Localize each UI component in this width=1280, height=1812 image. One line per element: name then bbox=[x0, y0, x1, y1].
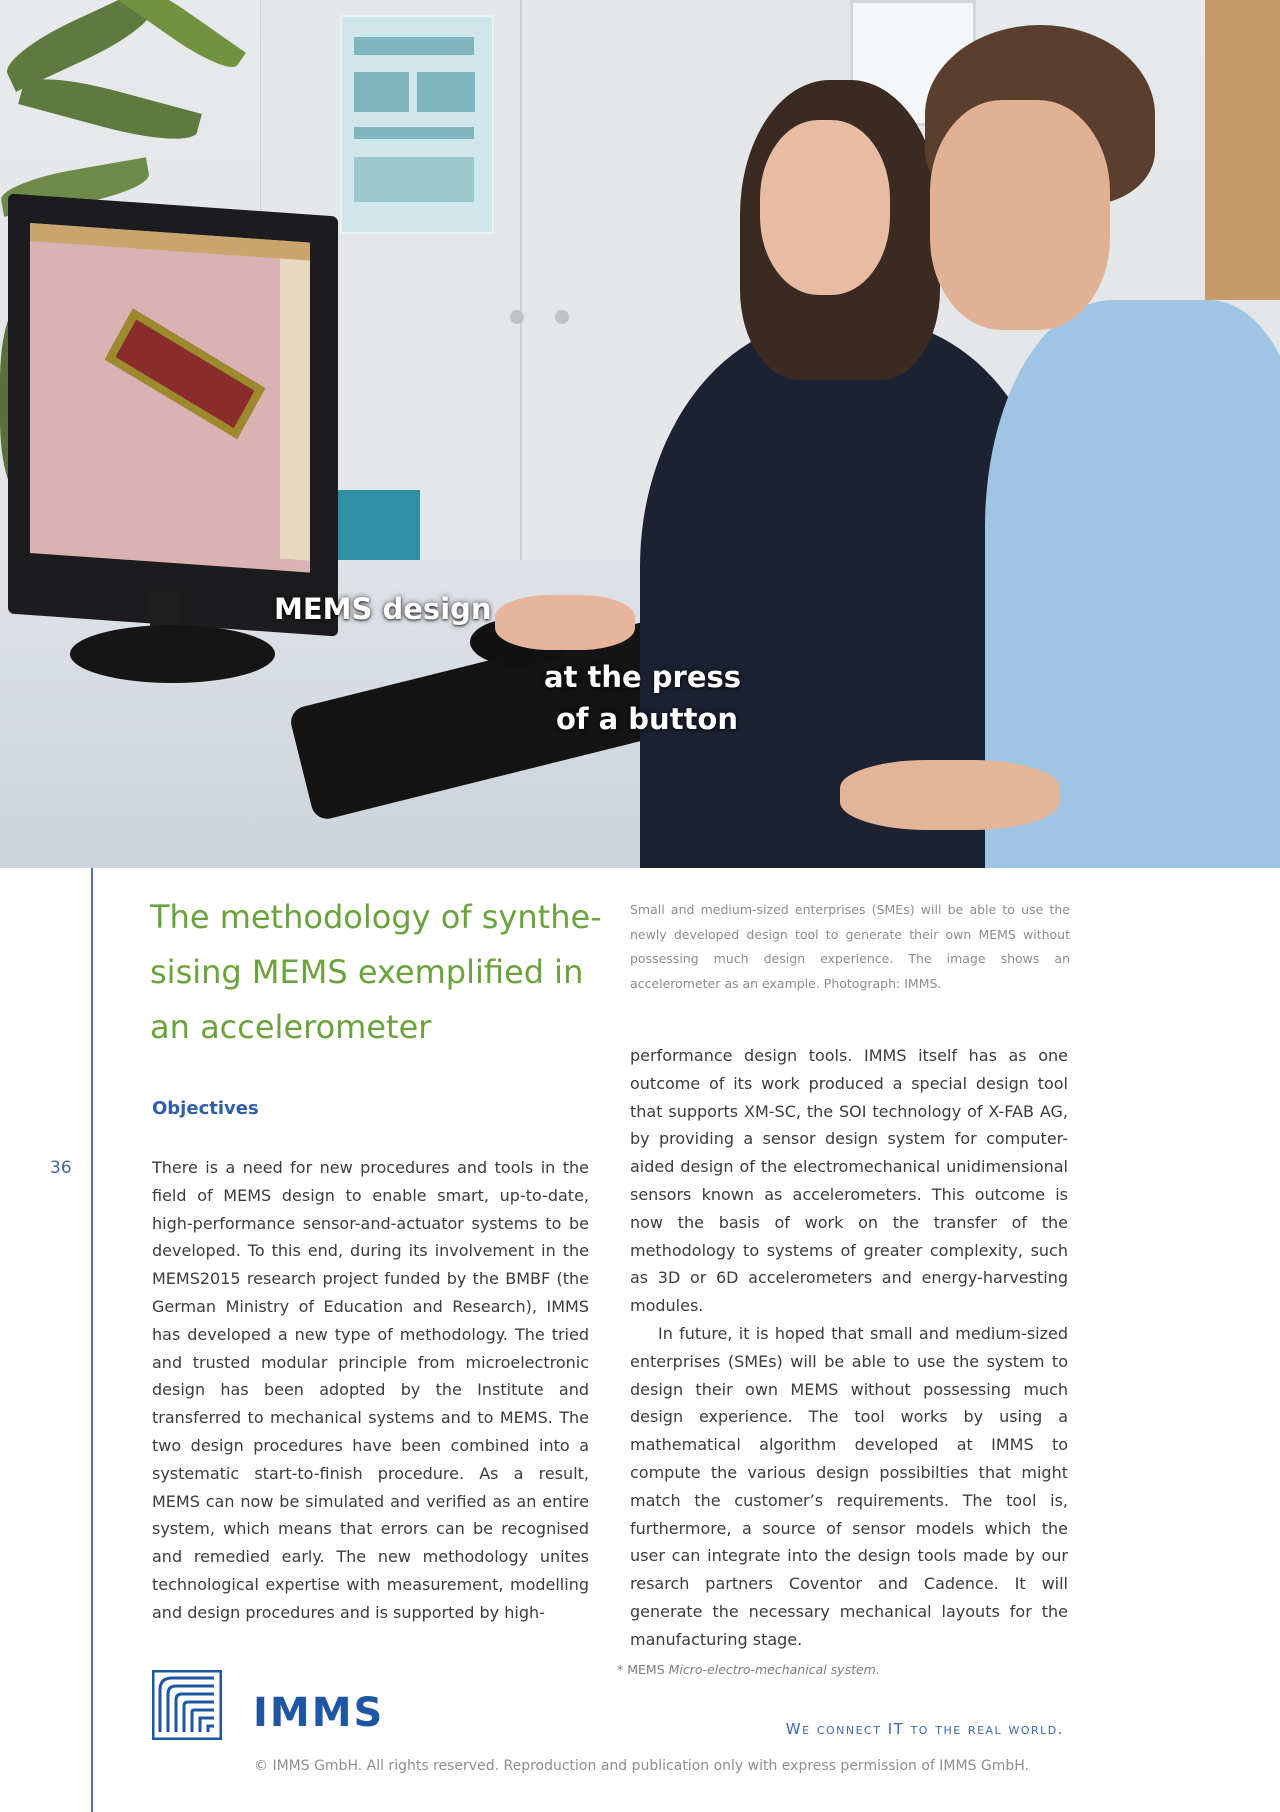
computer-monitor bbox=[8, 193, 338, 636]
footnote-definition: Micro-electro-mechanical system. bbox=[668, 1662, 880, 1677]
photo-overlay-line1: MEMS design bbox=[274, 592, 492, 626]
plant-leaf bbox=[0, 0, 161, 92]
monitor-stand bbox=[70, 625, 275, 683]
cabinet-knob-left bbox=[510, 310, 524, 324]
plant-leaf bbox=[18, 67, 202, 150]
hand-on-mouse bbox=[495, 595, 635, 650]
page-title-line2: sising MEMS exemplified in bbox=[150, 953, 584, 991]
monitor-screen bbox=[30, 223, 310, 573]
body-paragraph: In future, it is hoped that small and medium-sized enterprises (SMEs) will be able to use the system to design their own MEMS without possessing much design experience. The tool works by using a mathematical algorithm developed at IMMS to compute the various design possibilties that might match the customer’s requirements. The tool is, furthermore, a source of sensor models which the user can integrate into the design tools made by our resarch partners Coventor and Cadence. It will generate the necessary mechanical layouts for the manufacturing stage. bbox=[630, 1323, 1068, 1649]
man-face bbox=[930, 100, 1110, 330]
tagline: We connect IT to the real world. bbox=[785, 1720, 1064, 1738]
man-arm bbox=[840, 760, 1060, 830]
cabinet-door-line bbox=[520, 0, 522, 560]
page-title bbox=[150, 890, 610, 1055]
header-photo bbox=[0, 0, 1280, 868]
section-heading-objectives: Objectives bbox=[152, 1098, 259, 1119]
wall-poster bbox=[340, 15, 494, 234]
body-paragraph: There is a need for new procedures and tools in the field of MEMS design to enable smart, up-to-date, high-performance sensor-and-actuator systems to be developed. To this end, during its involvement in the MEMS2015 research project funded by the BMBF (the German Ministry of Education and Research), IMMS has developed a new type of methodology. The tried and trusted modular principle from microelectronic design has been adopted by the Institute and transferred to mechanical systems and to MEMS. The two design procedures have been combined into a systematic start-to-finish procedure. As a result, MEMS can now be simulated and verified as an entire system, which means that errors can be recognised and remedied early. The new methodology unites technological expertise with measurement, modelling and design procedures and is supported by high- bbox=[152, 1158, 589, 1622]
photo-overlay-line2: at the press bbox=[544, 660, 742, 694]
body-paragraph: performance design tools. IMMS itself has as one outcome of its work produced a special design tool that supports XM-SC, the SOI technology of X-FAB AG, by providing a sensor design system for computer-aided design of the electromechanical unidimensional sensors known as accelerometers. This outcome is now the basis of work on the transfer of the methodology to systems of greater complexity, such as 3D or 6D accelerometers and energy-harvesting modules. bbox=[630, 1046, 1068, 1316]
plant-leaf bbox=[114, 0, 246, 77]
body-column-left bbox=[152, 1154, 589, 1627]
footnote-term: * MEMS bbox=[617, 1662, 665, 1677]
page-title-line3: an accelerometer bbox=[150, 1008, 432, 1046]
photo-overlay-line3: of a button bbox=[556, 702, 739, 736]
wood-panel bbox=[1205, 0, 1280, 300]
logo-wordmark: IMMS bbox=[253, 1690, 385, 1736]
photo-caption: Small and medium-sized enterprises (SMEs) will be able to use the newly developed design tool to generate their own MEMS without possessing much design experience. The image shows an accelerometer as an example. Photograph: IMMS. bbox=[630, 902, 1070, 991]
woman-face bbox=[760, 120, 890, 295]
page-number: 36 bbox=[50, 1158, 72, 1178]
copyright-notice: © IMMS GmbH. All rights reserved. Reproduction and publication only with express permission of IMMS GmbH. bbox=[254, 1758, 1030, 1774]
page-title-line1: The methodology of synthe- bbox=[150, 898, 602, 936]
margin-rule bbox=[91, 868, 93, 1812]
cabinet-knob-right bbox=[555, 310, 569, 324]
footnote bbox=[617, 1662, 880, 1677]
body-column-right bbox=[630, 1042, 1068, 1654]
imms-logo-icon bbox=[152, 1670, 222, 1740]
mems-model bbox=[105, 308, 266, 439]
